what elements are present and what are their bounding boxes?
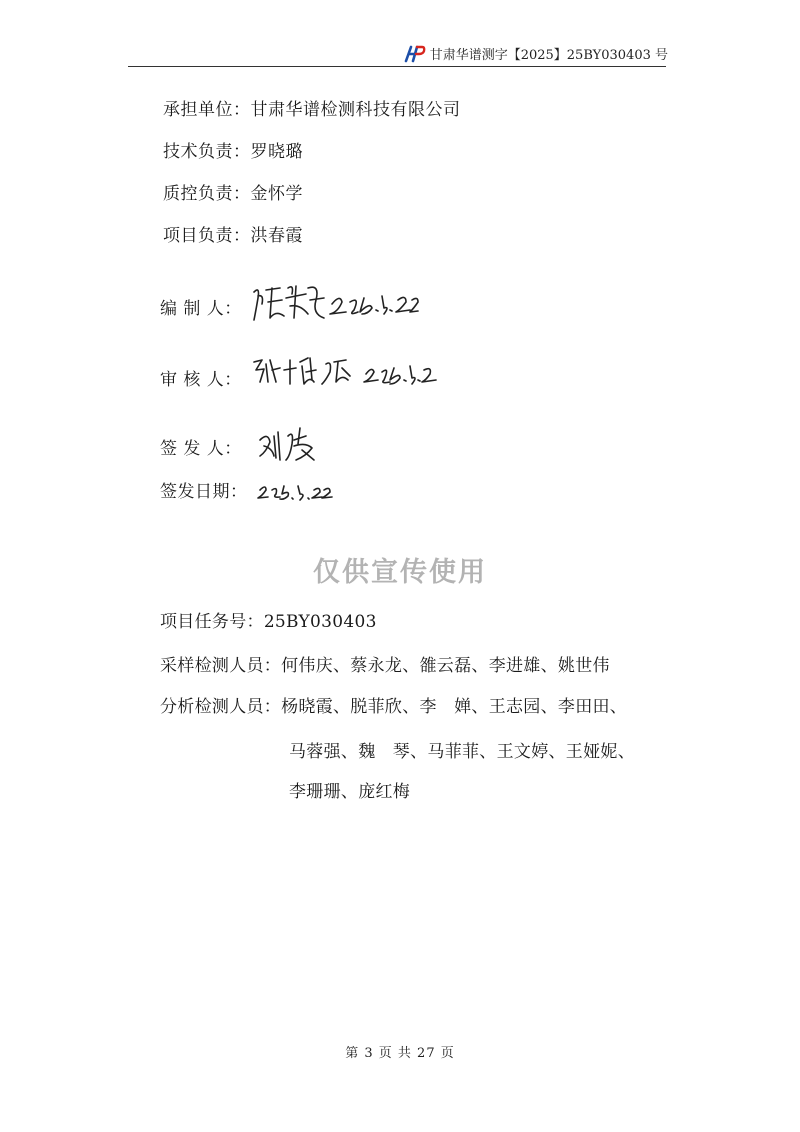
qc-value: 金怀学 bbox=[250, 184, 303, 204]
project-value: 洪春霞 bbox=[250, 226, 303, 246]
tech-value: 罗晓璐 bbox=[250, 142, 303, 162]
tech-label: 技术负责： bbox=[163, 142, 251, 162]
issue-date-label: 签发日期： bbox=[160, 482, 248, 502]
page-number: 第 3 页 共 27 页 bbox=[345, 1046, 455, 1061]
project-label: 项目负责： bbox=[163, 226, 251, 246]
editor-label: 编 制 人： bbox=[160, 299, 242, 319]
issuer-signature bbox=[256, 422, 326, 466]
unit-label: 承担单位： bbox=[163, 100, 251, 120]
qc-label: 质控负责： bbox=[163, 184, 251, 204]
tech-line bbox=[163, 137, 303, 162]
issuer-label: 签 发 人： bbox=[160, 439, 242, 459]
task-number-value: 25BY030403 bbox=[263, 612, 377, 632]
reviewer-signature bbox=[250, 352, 440, 392]
hp-logo-icon bbox=[404, 45, 426, 63]
issue-date-handwritten bbox=[256, 480, 336, 504]
analysis-staff-value-2: 马蓉强、魏 琴、马菲菲、王文婷、王娅妮、 bbox=[289, 742, 635, 762]
qc-line bbox=[163, 179, 303, 204]
report-header bbox=[404, 44, 668, 63]
analysis-staff-line bbox=[160, 692, 627, 717]
task-number-label: 项目任务号： bbox=[160, 612, 264, 632]
sampling-staff-label: 采样检测人员： bbox=[160, 656, 282, 676]
analysis-staff-value-3: 李珊珊、庞红梅 bbox=[289, 782, 411, 802]
project-line bbox=[163, 221, 303, 246]
analysis-staff-label: 分析检测人员： bbox=[160, 697, 282, 717]
analysis-staff-value-1: 杨晓霞、脱菲欣、李 婵、王志园、李田田、 bbox=[281, 697, 628, 717]
sampling-staff-value: 何伟庆、蔡永龙、雒云磊、李进雄、姚世伟 bbox=[281, 656, 610, 676]
report-number: 甘肃华谱测字【2025】25BY030403 号 bbox=[429, 48, 668, 63]
sampling-staff-line bbox=[160, 651, 610, 676]
promo-watermark: 仅供宣传使用 bbox=[313, 557, 487, 588]
reviewer-label: 审 核 人： bbox=[160, 370, 242, 390]
unit-value: 甘肃华谱检测科技有限公司 bbox=[250, 100, 461, 120]
task-number-line bbox=[160, 607, 377, 632]
editor-signature bbox=[250, 280, 420, 328]
header-divider bbox=[128, 66, 666, 67]
unit-line bbox=[163, 95, 461, 120]
